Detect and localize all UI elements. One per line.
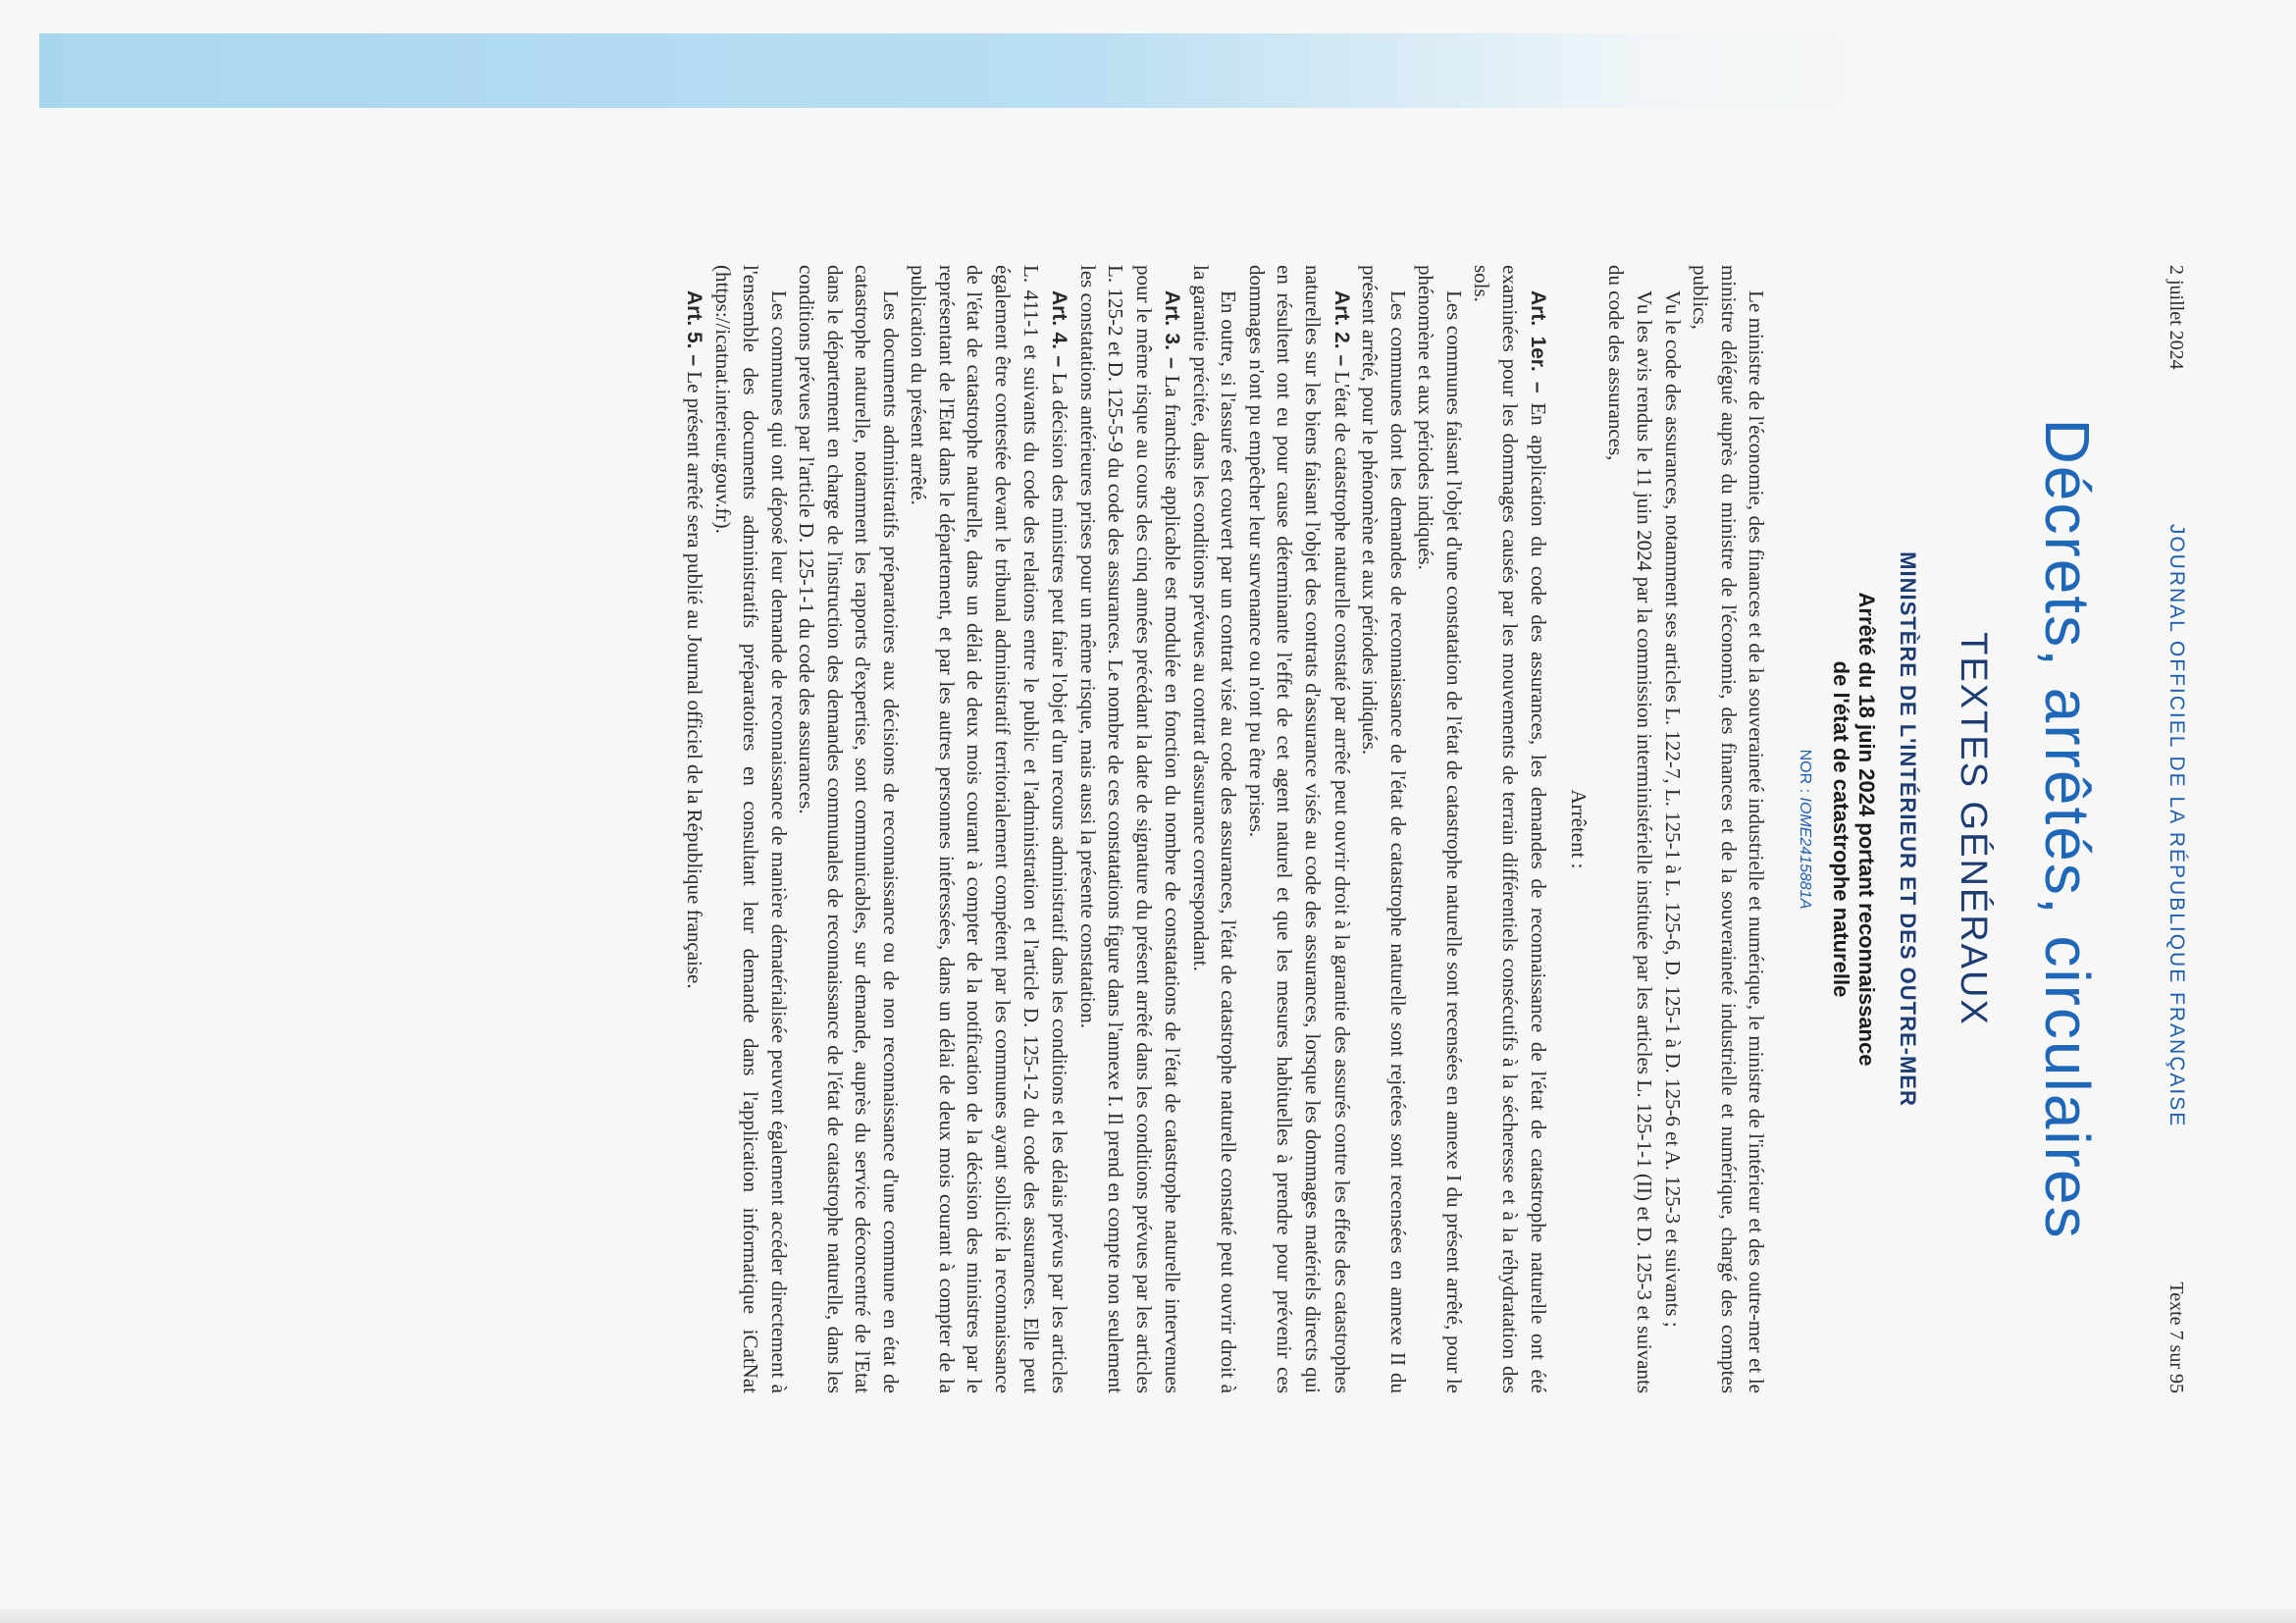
rotated-journal-page bbox=[137, 147, 2198, 1511]
page-title: Décrets, arrêtés, circulaires bbox=[2032, 418, 2103, 1240]
arrete-title-line-1: Arrêté du 18 juin 2024 portant reconnaissance bbox=[1854, 592, 1879, 1067]
article-4-paragraph: Les documents administratifs préparatoires aux décisions de reconnaissance ou de non reconnaissance d'une commune en état de catastrophe naturelle, notamment les rapports d'expertise, sont communicables, sur demande, auprès du service déconcentré de l'Etat dans le département en charge de l'instruction des demandes communales de reconnaissance de l'état de catastrophe naturelle, dans les conditions prévues par l'article D. 125-1-1 du code des assurances. bbox=[795, 265, 903, 1393]
article-4-paragraph bbox=[905, 265, 1073, 1393]
page-reference: Texte 7 sur 95 bbox=[2166, 1282, 2187, 1393]
article-4-paragraph: Les communes qui ont déposé leur demande de reconnaissance de manière dématérialisée peuvent également accéder directement à l'ensemble des documents administratifs préparatoires en consultant leur demande dans l'application informatique iCatNat (https://icatnat.interieur.gouv.fr). bbox=[710, 265, 791, 1393]
ministry-heading: MINISTÈRE DE L'INTÉRIEUR ET DES OUTRE-MER bbox=[1896, 551, 1920, 1107]
section-title: TEXTES GÉNÉRAUX bbox=[1953, 632, 1994, 1026]
preamble-paragraph: Vu les avis rendus le 11 juin 2024 par la commission interministérielle instituée par les articles L. 125-1-1 (II) et D. 125-3 et suivants du code des assurances, bbox=[1604, 265, 1657, 1393]
scan-bottom-edge bbox=[0, 1609, 2296, 1623]
article-3-text: La franchise applicable est modulée en fonction du nombre de constatations de l'état de catastrophe naturelle intervenues pour le même risque au cours des cinq années précédant la date de signature du présent arrêté dans les conditions prévues par les articles L. 125-2 et D. 125-5-9 du code des assurances. Le nombre de ces constatations figure dans l'annexe I. Il prend en compte non seulement les constatations antérieures prises pour un même risque, mais aussi la présente constatation. bbox=[1075, 265, 1185, 1394]
preamble-paragraph: Le ministre de l'économie, des finances et de la souveraineté industrielle et numérique, le ministre de l'intérieur et des outre-mer et le ministre délégué auprès du ministre de l'économie, des finances et de la souveraineté industrielle et numérique, chargé des comptes publics, bbox=[1689, 265, 1769, 1393]
article-2-paragraph bbox=[1242, 265, 1355, 1393]
article-1-paragraph: Les communes dont les demandes de reconnaissance de l'état de catastrophe naturelle sont rejetées sont recensées en annexe II du présent arrêté, pour le phénomène et aux périodes indiqués. bbox=[1358, 265, 1410, 1393]
article-1-label: Art. 1er. – bbox=[1527, 290, 1550, 393]
journal-name: JOURNAL OFFICIEL DE LA RÉPUBLIQUE FRANÇAISE bbox=[2166, 523, 2188, 1128]
nor-label: NOR : bbox=[1797, 749, 1814, 798]
article-5-label: Art. 5. – bbox=[682, 290, 705, 367]
article-4-text: La décision des ministres peut faire l'objet d'un recours administratif dans les conditions et les délais prévus par les articles L. 411-1 et suivants du code des relations entre le public et l'administration et l'article D. 125-1-2 du code des assurances. Elle peut également être contestée devant le tribunal administratif territorialement compétent par les communes ayant sollicité la reconnaissance de l'état de catastrophe naturelle, dans un délai de deux mois courant à compter de la notification de la décision des ministres par le représentant de l'Etat dans le département, et par les autres personnes intéressées, dans un délai de deux mois courant à compter de la publication du présent arrêté. bbox=[907, 265, 1072, 1394]
nor-reference bbox=[1796, 265, 1813, 1393]
running-header bbox=[2165, 265, 2188, 1393]
arrete-title-line-2: de l'état de catastrophe naturelle bbox=[1828, 660, 1853, 998]
article-3-label: Art. 3. – bbox=[1161, 290, 1184, 369]
article-2-label: Art. 2. – bbox=[1330, 290, 1353, 367]
header-color-band bbox=[39, 33, 1933, 108]
article-4-label: Art. 4. – bbox=[1048, 290, 1071, 367]
article-2-text: L'état de catastrophe naturelle constaté par arrêté peut ouvrir droit à la garantie des assurés contre les effets des catastrophes naturelles sur les biens faisant l'objet des contrats d'assurance visés au code des assurances, lorsque les dommages matériels directs qui en résultent ont eu pour cause déterminante l'effet de cet agent naturel et que les mesures habituelles à prendre pour prévenir ces dommages n'ont pu empêcher leur survenance ou n'ont pu être prises. bbox=[1244, 265, 1354, 1393]
arretent-heading: Arrêtent : bbox=[1566, 789, 1591, 869]
article-5-paragraph bbox=[679, 265, 708, 1393]
article-3-paragraph bbox=[1073, 265, 1186, 1393]
article-1-paragraph: Les communes faisant l'objet d'une constatation de l'état de catastrophe naturelle sont recensées en annexe I du présent arrêté, pour le phénomène et aux périodes indiqués. bbox=[1414, 265, 1466, 1393]
article-5-text: Le présent arrêté sera publié au Journal officiel de la République française. bbox=[682, 371, 706, 989]
arrete-title bbox=[1827, 265, 1879, 1393]
nor-code: IOME2415881A bbox=[1797, 797, 1814, 910]
article-1-text: En application du code des assurances, les demandes de reconnaissance de l'état de catastrophe naturelle ont été examinées pour les dommages causés par les mouvements de terrain différentiels consécutifs à la sécheresse et à la réhydratation des sols. bbox=[1470, 265, 1551, 1393]
document-body bbox=[679, 265, 1770, 1393]
preamble-paragraph: Vu le code des assurances, notamment ses articles L. 122-7, L. 125-1 à L. 125-6, D. 125-1 à D. 125-6 et A. 125-3 et suivants ; bbox=[1660, 290, 1685, 1328]
publication-date: 2 juillet 2024 bbox=[2166, 265, 2187, 370]
article-2-paragraph: En outre, si l'assuré est couvert par un contrat visé au code des assurances, l'état de catastrophe naturelle constaté peut ouvrir droit à la garantie précitée, dans les conditions prévues au contrat d'assurance correspondant. bbox=[1188, 265, 1241, 1393]
article-1-paragraph bbox=[1468, 265, 1553, 1393]
